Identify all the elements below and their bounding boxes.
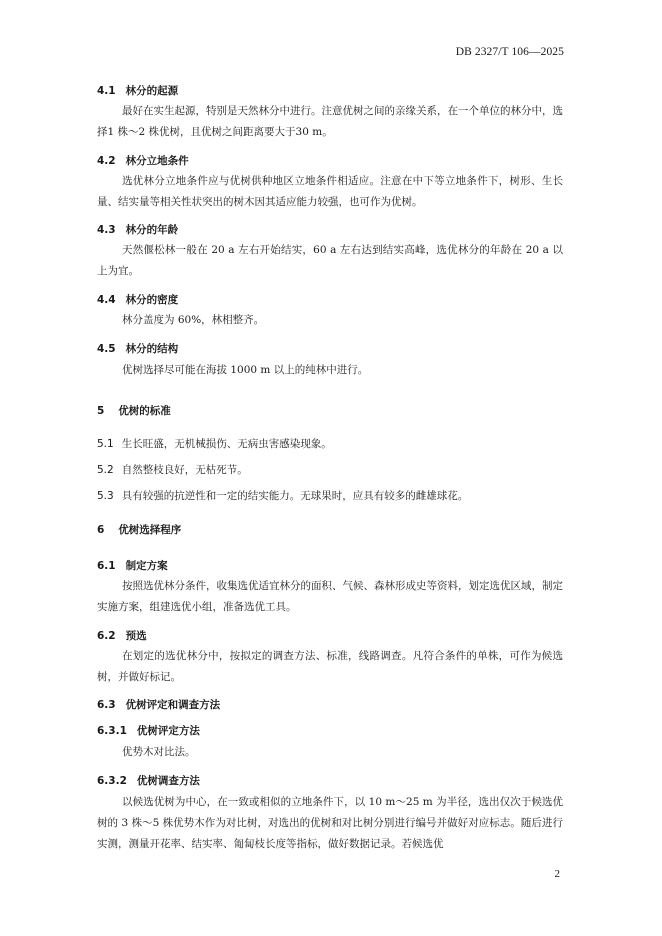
item-text: 具有较强的抗逆性和一定的结实能力。无球果时，应具有较多的雌雄球花。: [121, 490, 469, 502]
heading-title: 林分的起源: [125, 85, 179, 97]
item-number: 5.2: [97, 464, 114, 476]
list-item-5-3: [97, 488, 563, 503]
heading-number: 6.3: [97, 699, 116, 711]
item-number: 5.3: [97, 490, 114, 502]
heading-title: 林分的年龄: [125, 224, 179, 236]
paragraph-4-4: 林分盖度为 60%，林相整齐。: [122, 314, 265, 326]
heading-6-1: [97, 558, 168, 573]
paragraph-6-3-1: 优势木对比法。: [122, 746, 196, 758]
heading-number: 4.1: [97, 85, 116, 97]
heading-title: 林分的结构: [125, 343, 179, 355]
heading-6-3-2: [97, 773, 200, 788]
heading-number: 6.3.2: [97, 775, 127, 787]
heading-4-5: [97, 341, 178, 356]
heading-number: 6.1: [97, 560, 116, 572]
heading-number: 4.2: [97, 155, 116, 167]
heading-title: 优树调查方法: [136, 775, 200, 787]
heading-6-3: [97, 697, 220, 712]
heading-6: [97, 522, 181, 537]
heading-title: 林分立地条件: [125, 155, 189, 167]
paragraph-4-2: 选优林分立地条件应与优树供种地区立地条件相适应。注意在中下等立地条件下，树形、生长量、结实量等相关性状突出的树木因其适应能力较强，也可作为优树。: [97, 175, 563, 208]
heading-4-1: [97, 83, 178, 98]
page-number: 2: [554, 868, 560, 880]
heading-title: 优树的标准: [118, 405, 171, 417]
paragraph-4-5: 优树选择尽可能在海拔 1000 m 以上的纯林中进行。: [122, 364, 369, 376]
heading-4-3: [97, 222, 178, 237]
paragraph-4-1: 最好在实生起源，特别是天然林分中进行。注意优树之间的亲缘关系，在一个单位的林分中，选择1 株～2 株优树，且优树之间距离要大于30 m。: [97, 105, 563, 138]
heading-title: 优树评定和调查方法: [125, 699, 221, 711]
list-item-5-1: [97, 436, 563, 451]
paragraph-6-1: 按照选优林分条件，收集选优适宜林分的面积、气候、森林形成史等资料，划定选优区域，制定实施方案，组建选优小组，准备选优工具。: [97, 580, 563, 613]
heading-5: [97, 403, 171, 418]
heading-6-3-1: [97, 723, 200, 738]
item-text: 自然整枝良好，无枯死节。: [121, 464, 248, 476]
item-text: 生长旺盛，无机械损伤、无病虫害感染现象。: [121, 438, 332, 450]
heading-number: 5: [97, 405, 105, 417]
paragraph-6-3-2: 以候选优树为中心，在一致或相似的立地条件下，以 10 m～25 m 为半径，选出仅次于候选优树的 3 株～5 株优势木作为对比树，对选出的优树和对比树分别进行编号并做好对应标志。随后进行实测，测量开花率、结实率、匍匐枝长度等指标，做好数据记录。若候选优: [97, 796, 563, 850]
heading-4-4: [97, 292, 178, 307]
heading-title: 林分的密度: [125, 294, 179, 306]
heading-number: 4.5: [97, 343, 116, 355]
heading-number: 6.2: [97, 630, 116, 642]
heading-title: 制定方案: [125, 560, 168, 572]
heading-number: 4.4: [97, 294, 116, 306]
heading-title: 预选: [125, 630, 147, 642]
heading-4-2: [97, 153, 189, 168]
heading-title: 优树评定方法: [136, 725, 200, 737]
paragraph-4-3: 天然偃松林一般在 20 a 左右开始结实，60 a 左右达到结实高峰，选优林分的年龄在 20 a 以上为宜。: [97, 244, 563, 277]
heading-6-2: [97, 628, 147, 643]
standard-code: DB 2327/T 106—2025: [455, 46, 564, 58]
list-item-5-2: [97, 462, 563, 477]
heading-number: 6.3.1: [97, 725, 127, 737]
heading-title: 优树选择程序: [118, 524, 182, 536]
paragraph-6-2: 在划定的选优林分中，按拟定的调查方法、标准，线路调查。凡符合条件的单株，可作为候选树，并做好标记。: [97, 650, 563, 683]
item-number: 5.1: [97, 438, 114, 450]
heading-number: 4.3: [97, 224, 116, 236]
heading-number: 6: [97, 524, 105, 536]
